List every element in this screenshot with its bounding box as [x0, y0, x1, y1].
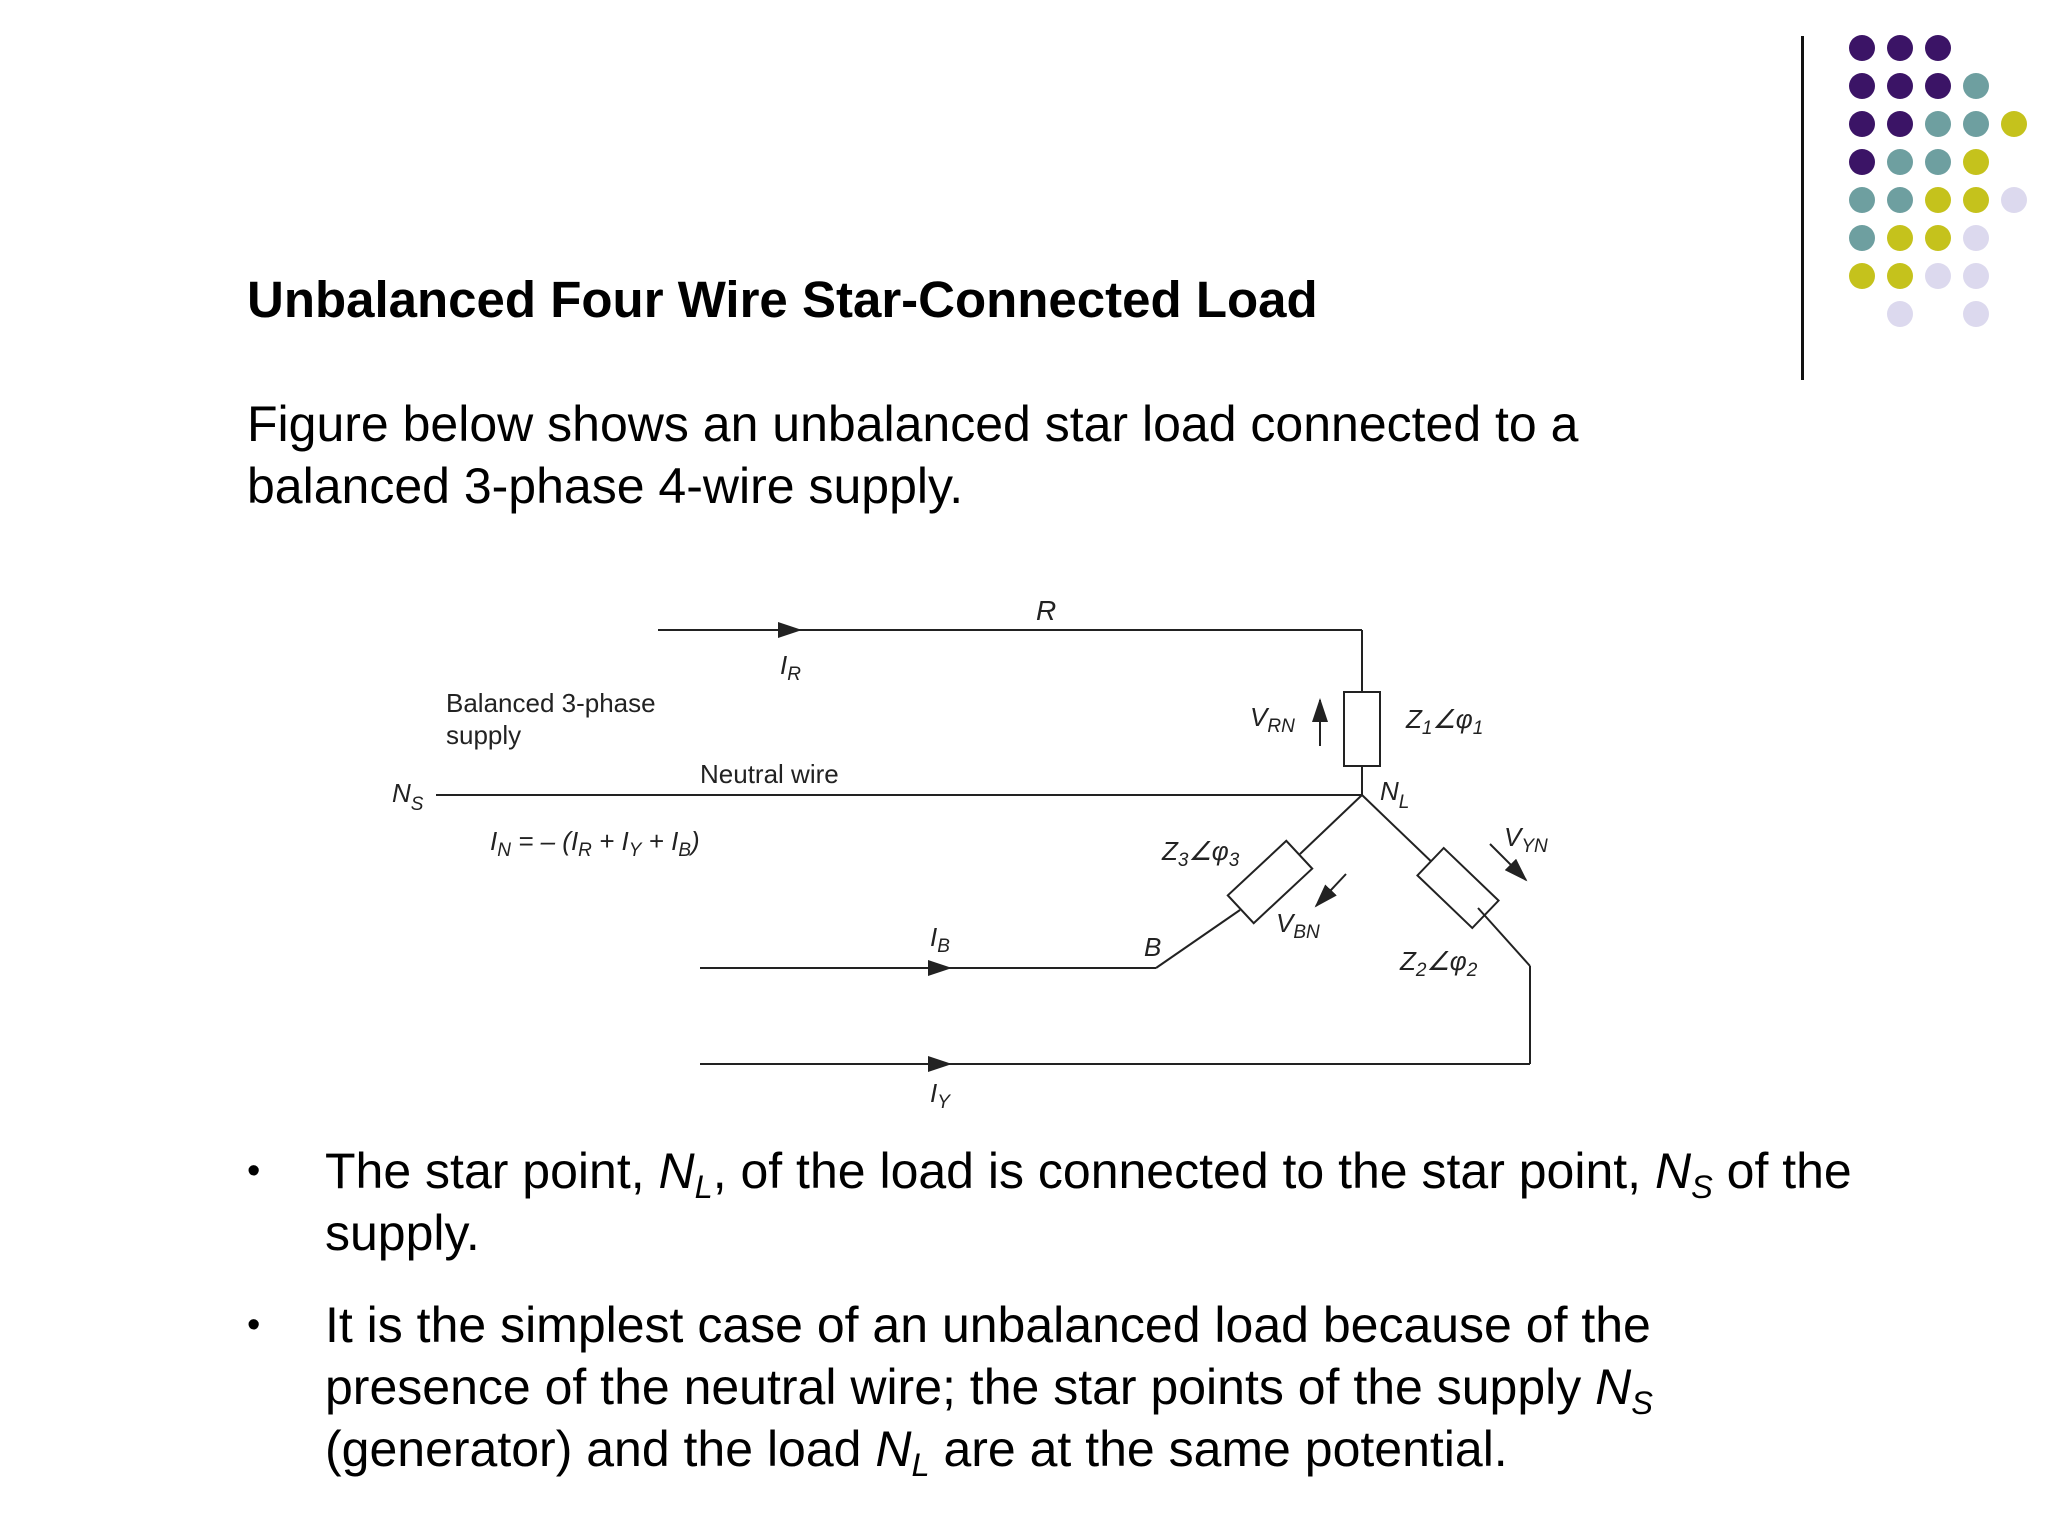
- label-in-equation: $I_N$ = – $(I_R + I_Y + I_B)$: [490, 826, 700, 861]
- decorative-dot: [1849, 187, 1875, 213]
- decorative-dot: [2001, 187, 2027, 213]
- label-vyn: $V_{YN}$: [1504, 822, 1548, 857]
- bullet-marker: •: [247, 1304, 261, 1346]
- decorative-vertical-line: [1801, 36, 1804, 380]
- label-z3: $Z_3\angle\varphi_3$: [1162, 836, 1240, 871]
- label-ir: $I_R$: [780, 650, 801, 685]
- decorative-dot: [1963, 111, 1989, 137]
- decorative-dot-grid: [0, 0, 2048, 400]
- decorative-dot: [1887, 149, 1913, 175]
- decorative-dot: [1849, 225, 1875, 251]
- circuit-diagram: [380, 590, 1760, 1135]
- label-b: B: [1144, 932, 1162, 962]
- b-branch-upper: [1300, 795, 1362, 854]
- decorative-dot: [1925, 263, 1951, 289]
- label-vbn: $V_{BN}$: [1276, 908, 1320, 943]
- vbn-arrow: [1316, 874, 1346, 906]
- y-branch-lower: [1478, 908, 1530, 966]
- label-r: R: [1036, 595, 1057, 626]
- bullet-list: [247, 1140, 1867, 1510]
- decorative-dot: [1925, 111, 1951, 137]
- decorative-dot: [1887, 301, 1913, 327]
- decorative-dot: [1963, 187, 1989, 213]
- circuit-svg: [380, 590, 1760, 1130]
- label-z1: $Z_1\angle\varphi_1$: [1406, 704, 1484, 739]
- decorative-dot: [1849, 263, 1875, 289]
- intro-text: Figure below shows an unbalanced star load connected to a balanced 3-phase 4-wire supply.: [247, 396, 1579, 514]
- label-vrn: $V_{RN}$: [1250, 702, 1295, 737]
- decorative-dot: [1849, 35, 1875, 61]
- decorative-dot: [1963, 225, 1989, 251]
- label-ib: $I_B$: [930, 922, 950, 957]
- decorative-dot: [1887, 263, 1913, 289]
- slide-title: Unbalanced Four Wire Star-Connected Load: [247, 271, 1318, 328]
- decorative-dot: [1963, 263, 1989, 289]
- decorative-dot: [1887, 187, 1913, 213]
- label-supply-line2: supply: [446, 720, 522, 750]
- label-z2: $Z_2\angle\varphi_2$: [1400, 946, 1478, 981]
- bullet-item: • It is the simplest case of an unbalanced load because of the presence of the neutral wire; the star points of the supply $N_S$ (generator) and the load $N_L$ are at the same potential.: [247, 1294, 1867, 1480]
- decorative-dot: [1963, 301, 1989, 327]
- decorative-dot: [1925, 149, 1951, 175]
- label-supply-line1: Balanced 3-phase: [446, 688, 656, 718]
- label-neutral-wire: Neutral wire: [700, 759, 839, 789]
- decorative-dot: [1849, 73, 1875, 99]
- decorative-dot: [1887, 225, 1913, 251]
- decorative-dot: [1925, 35, 1951, 61]
- decorative-dot: [1925, 73, 1951, 99]
- decorative-dot: [1849, 111, 1875, 137]
- decorative-dot: [1925, 225, 1951, 251]
- bullet-marker: •: [247, 1150, 261, 1192]
- label-ns: $N_S$: [392, 778, 424, 815]
- decorative-dot: [2001, 111, 2027, 137]
- decorative-dot: [1887, 35, 1913, 61]
- b-branch-lower: [1156, 910, 1240, 968]
- decorative-dot: [1925, 187, 1951, 213]
- label-iy: $I_Y$: [930, 1078, 950, 1113]
- decorative-dot: [1849, 149, 1875, 175]
- decorative-dot: [1963, 73, 1989, 99]
- z1-resistor: [1344, 692, 1380, 766]
- label-nl: $N_L$: [1380, 776, 1410, 813]
- bullet-item: • The star point, $N_L$, of the load is connected to the star point, $N_S$ of the supply.: [247, 1140, 1867, 1264]
- decorative-dot: [1963, 149, 1989, 175]
- decorative-dot: [1887, 73, 1913, 99]
- decorative-dot: [1887, 111, 1913, 137]
